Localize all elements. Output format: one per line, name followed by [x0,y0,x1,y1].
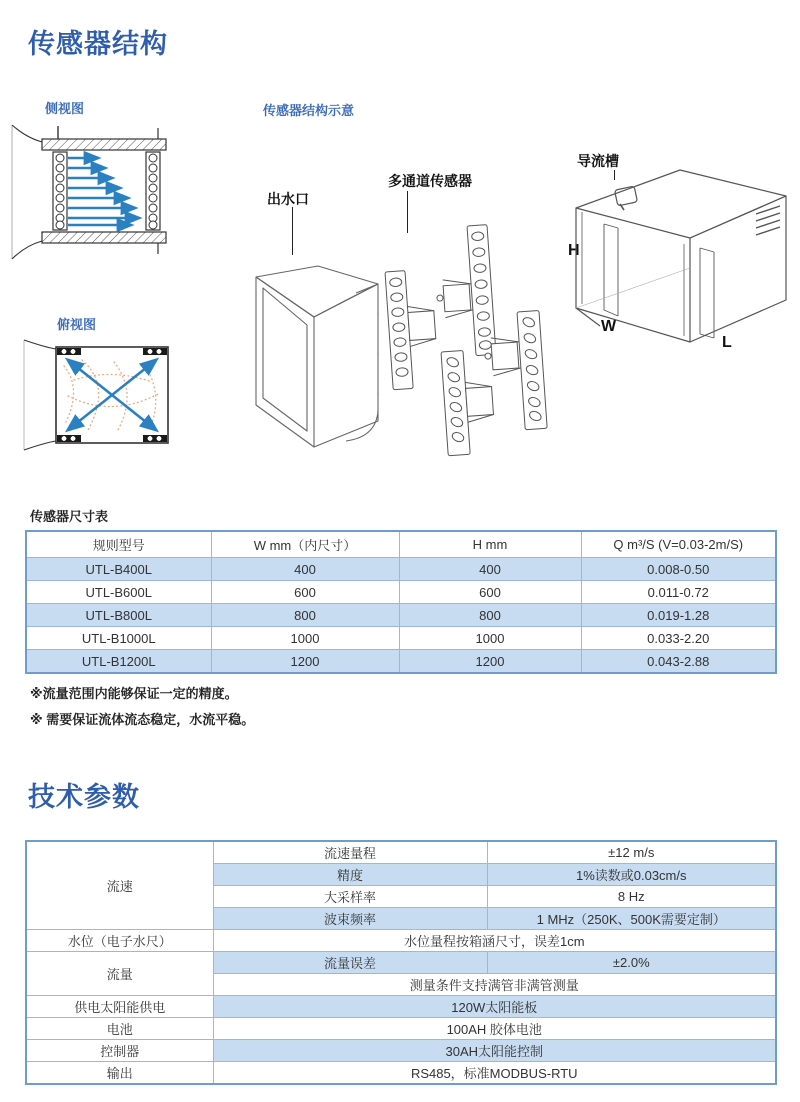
tech-category-cell: 流速 [26,841,213,930]
table-row [26,650,776,674]
table-cell: 600 [211,581,399,604]
dimension-h-label: H [568,242,580,259]
tech-category-cell: 电池 [26,1018,213,1040]
water-outlet-leader-line [292,207,293,255]
tech-category-cell: 输出 [26,1062,213,1085]
size-table-title: 传感器尺寸表 [30,509,109,524]
tech-value-cell: 1 MHz（250K、500K需要定制） [487,908,776,930]
tech-value-cell: 波束频率 [213,908,487,930]
tech-params-table [25,840,777,1085]
table-row [26,627,776,650]
table-row [26,558,776,581]
table-cell: UTL-B400L [26,558,211,581]
guide-channel-label: 导流槽 [577,153,619,169]
tech-value-cell: 30AH太阳能控制 [213,1040,776,1062]
multichannel-sensor-label: 多通道传感器 [388,173,472,189]
tech-value-cell: 大采样率 [213,886,487,908]
table-cell: UTL-B1000L [26,627,211,650]
table-row [26,1062,776,1085]
structure-schematic-label: 传感器结构示意 [263,103,355,118]
velocity-profile-arrows [68,158,139,225]
dimension-w-label: W [601,318,617,335]
tech-value-cell: 1%读数或0.03cm/s [487,864,776,886]
tech-value-cell: RS485，标准MODBUS-RTU [213,1062,776,1085]
table-cell: 600 [399,581,581,604]
section-title-sensor-structure: 传感器结构 [28,29,168,59]
table-cell: 0.008-0.50 [581,558,776,581]
table-cell: 1000 [399,627,581,650]
tech-category-cell: 控制器 [26,1040,213,1062]
multichannel-sensor-diagram [375,220,571,466]
note-accuracy: ※流量范围内能够保证一定的精度。 [30,686,238,701]
tech-value-cell: 流量误差 [213,952,487,974]
table-cell: 400 [211,558,399,581]
tech-category-cell: 供电太阳能供电 [26,996,213,1018]
side-view-label: 侧视图 [45,101,85,116]
tech-value-cell: ±12 m/s [487,841,776,864]
table-row [26,996,776,1018]
table-cell: UTL-B600L [26,581,211,604]
table-cell: 800 [399,604,581,627]
tech-category-cell: 水位（电子水尺） [26,930,213,952]
table-row [26,841,776,864]
table-row [26,604,776,627]
table-row [26,581,776,604]
table-cell: 0.033-2.20 [581,627,776,650]
water-outlet-label: 出水口 [267,191,309,207]
table-cell: UTL-B800L [26,604,211,627]
sensor-size-table [25,530,777,674]
table-cell: 0.019-1.28 [581,604,776,627]
column-header: H mm [399,531,581,558]
tech-table-body [26,841,776,1084]
table-cell: 0.043-2.88 [581,650,776,674]
table-cell: 0.011-0.72 [581,581,776,604]
table-cell: 1200 [399,650,581,674]
tech-value-cell: ±2.0% [487,952,776,974]
table-cell: 800 [211,604,399,627]
table-row [26,1040,776,1062]
side-view-diagram [8,123,180,263]
tech-category-cell: 流量 [26,952,213,996]
note-flow-stability: ※ 需要保证流体流态稳定，水流平稳。 [30,712,255,727]
column-header: 规则型号 [26,531,211,558]
size-table-body [26,558,776,674]
table-cell: 1000 [211,627,399,650]
table-row [26,1018,776,1040]
column-header: Q m³/S (V=0.03-2m/S) [581,531,776,558]
tech-value-cell: 水位量程按箱涵尺寸，误差1cm [213,930,776,952]
tech-value-cell: 测量条件支持满管非满管测量 [213,974,776,996]
tech-value-cell: 精度 [213,864,487,886]
water-outlet-diagram [248,253,390,471]
top-view-diagram [16,338,182,452]
tech-value-cell: 100AH 胶体电池 [213,1018,776,1040]
size-table-header-row [26,531,776,558]
section-title-tech-params: 技术参数 [28,782,140,812]
tech-value-cell: 120W太阳能板 [213,996,776,1018]
tech-value-cell: 8 Hz [487,886,776,908]
table-row [26,952,776,974]
tech-value-cell: 流速量程 [213,841,487,864]
table-cell: 1200 [211,650,399,674]
top-view-label: 俯视图 [57,317,97,332]
table-row [26,930,776,952]
table-cell: UTL-B1200L [26,650,211,674]
dimension-l-label: L [722,334,732,351]
table-cell: 400 [399,558,581,581]
column-header: W mm（内尺寸） [211,531,399,558]
guide-channel-diagram [560,158,798,370]
